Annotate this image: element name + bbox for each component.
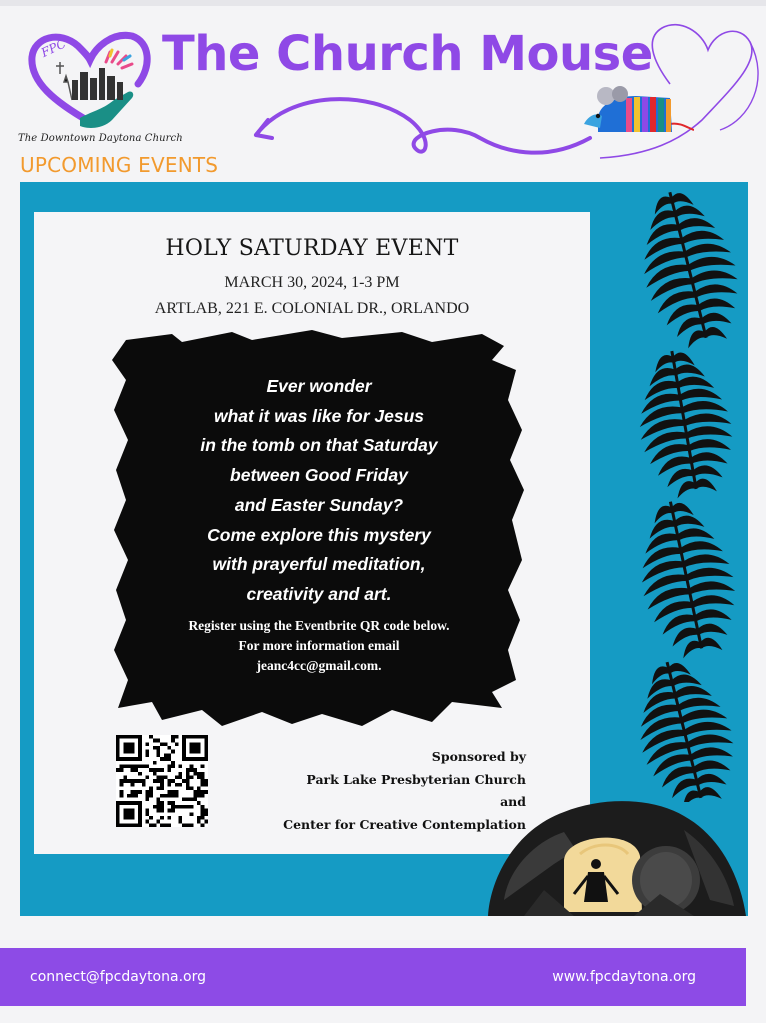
- tomb-icon: [484, 790, 748, 916]
- message-line: creativity and art.: [246, 583, 392, 604]
- section-heading: UPCOMING EVENTS: [20, 153, 219, 177]
- registration-info: [112, 616, 526, 676]
- footer-bar: [0, 948, 746, 1006]
- event-message: [112, 372, 526, 610]
- contact-email[interactable]: jeanc4cc@gmail.com.: [256, 658, 382, 673]
- info-line: For more information email: [238, 638, 400, 653]
- mouse-icon: [584, 82, 694, 142]
- message-line: Ever wonder: [266, 376, 372, 396]
- palm-frond-icon: [632, 182, 748, 802]
- event-date: MARCH 30, 2024, 1-3 PM: [224, 274, 400, 291]
- message-line: between Good Friday: [230, 465, 408, 486]
- svg-text:FPC: FPC: [38, 36, 69, 60]
- footer-website-link[interactable]: www.fpcdaytona.org: [552, 969, 696, 985]
- newsletter-title: The Church Mouse: [162, 26, 653, 82]
- event-location: ARTLAB, 221 E. COLONIAL DR., ORLANDO: [154, 300, 470, 317]
- register-line: Register using the Eventbrite QR code below.: [188, 618, 450, 633]
- sponsor-label: Sponsored by: [431, 749, 526, 764]
- message-line: with prayerful meditation,: [212, 554, 426, 575]
- message-line: in the tomb on that Saturday: [200, 435, 438, 456]
- sponsor-name: Center for Creative Contemplation: [283, 816, 526, 832]
- footer-email-link[interactable]: connect@fpcdaytona.org: [30, 969, 206, 985]
- sponsor-name: Park Lake Presbyterian Church: [306, 771, 526, 787]
- qr-code-icon[interactable]: [116, 735, 208, 827]
- message-line: and Easter Sunday?: [234, 494, 404, 515]
- top-divider: [0, 0, 766, 6]
- message-line: what it was like for Jesus: [213, 405, 425, 426]
- event-title: HOLY SATURDAY EVENT: [165, 236, 459, 261]
- event-card: [34, 212, 590, 854]
- sponsor-conjunction: and: [500, 794, 526, 809]
- church-tagline: The Downtown Daytona Church: [18, 133, 183, 144]
- heart-logo-icon: [20, 22, 160, 140]
- message-line: Come explore this mystery: [207, 524, 431, 545]
